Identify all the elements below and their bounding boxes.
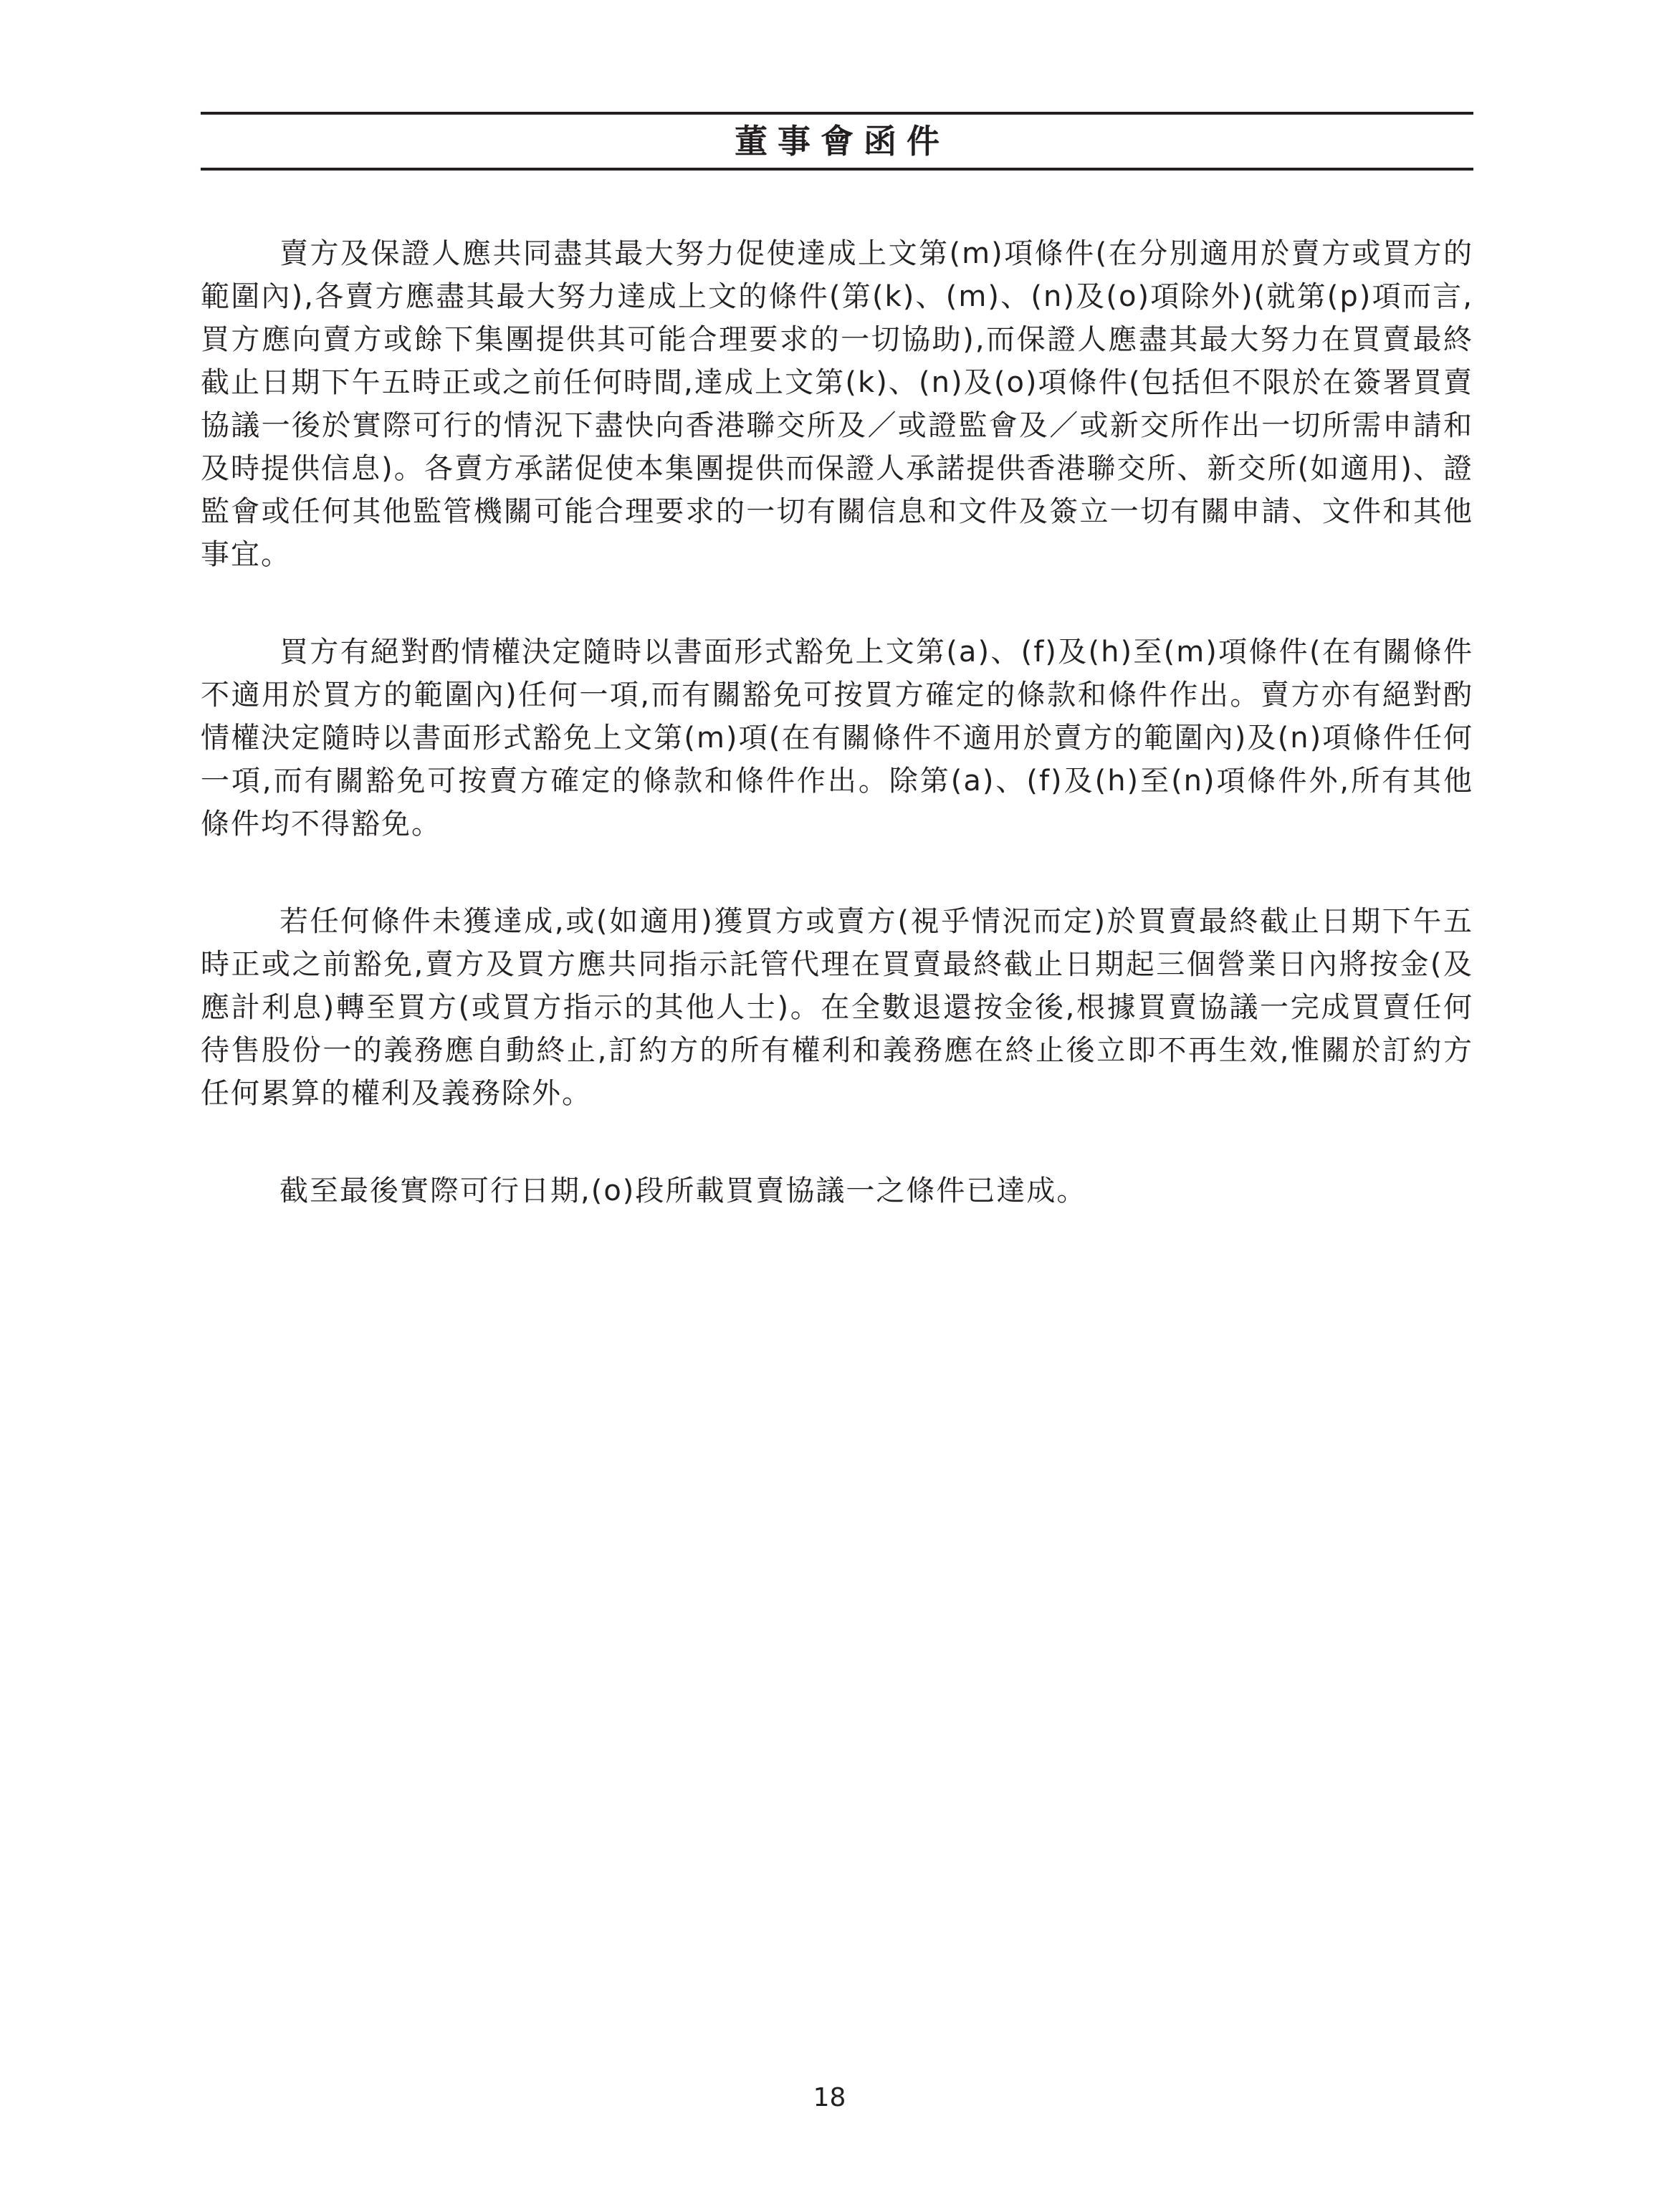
paragraph-deposit-return: 若任何條件未獲達成,或(如適用)獲買方或賣方(視乎情況而定)於買賣最終截止日期下午五時正或之前豁免,賣方及買方應共同指示託管代理在買賣最終截止日期起三個營業日內將按金(及應計利息)轉至買方(或買方指示的其他人士)。在全數退還按金後,根據買賣協議一完成買賣任何待售股份一的義務應自動終止,訂約方的所有權利和義務應在終止後立即不再生效,惟關於訂約方任何累算的權利及義務除外。 bbox=[201, 905, 1473, 1110]
page-title: 董事會函件 bbox=[735, 122, 950, 161]
document-body bbox=[201, 232, 1473, 1267]
page-number: 18 bbox=[813, 2083, 846, 2112]
paragraph-waiver-rights: 買方有絕對酌情權決定隨時以書面形式豁免上文第(a)、(f)及(h)至(m)項條件(在有關條件不適用於買方的範圍內)任何一項,而有關豁免可按買方確定的條款和條件作出。賣方亦有絕對酌情權決定隨時以書面形式豁免上文第(m)項(在有關條件不適用於賣方的範圍內)及(n)項條件任何一項,而有關豁免可按賣方確定的條款和條件作出。除第(a)、(f)及(h)至(n)項條件外,所有其他條件均不得豁免。 bbox=[201, 636, 1473, 841]
paragraph-conditions-fulfilled: 截至最後實際可行日期,(o)段所載買賣協議一之條件已達成。 bbox=[279, 1174, 1087, 1207]
paragraph-conditions-efforts: 賣方及保證人應共同盡其最大努力促使達成上文第(m)項條件(在分別適用於賣方或買方的範圍內),各賣方應盡其最大努力達成上文的條件(第(k)、(m)、(n)及(o)項除外)(就第(p)項而言,買方應向賣方或餘下集團提供其可能合理要求的一切協助),而保證人應盡其最大努力在買賣最終截止日期下午五時正或之前任何時間,達成上文第(k)、(n)及(o)項條件(包括但不限於在簽署買賣協議一後於實際可行的情況下盡快向香港聯交所及／或證監會及／或新交所作出一切所需申請和及時提供信息)。各賣方承諾促使本集團提供而保證人承諾提供香港聯交所、新交所(如適用)、證監會或任何其他監管機關可能合理要求的一切有關信息和文件及簽立一切有關申請、文件和其他事宜。 bbox=[201, 237, 1473, 571]
page-header bbox=[201, 112, 1473, 171]
